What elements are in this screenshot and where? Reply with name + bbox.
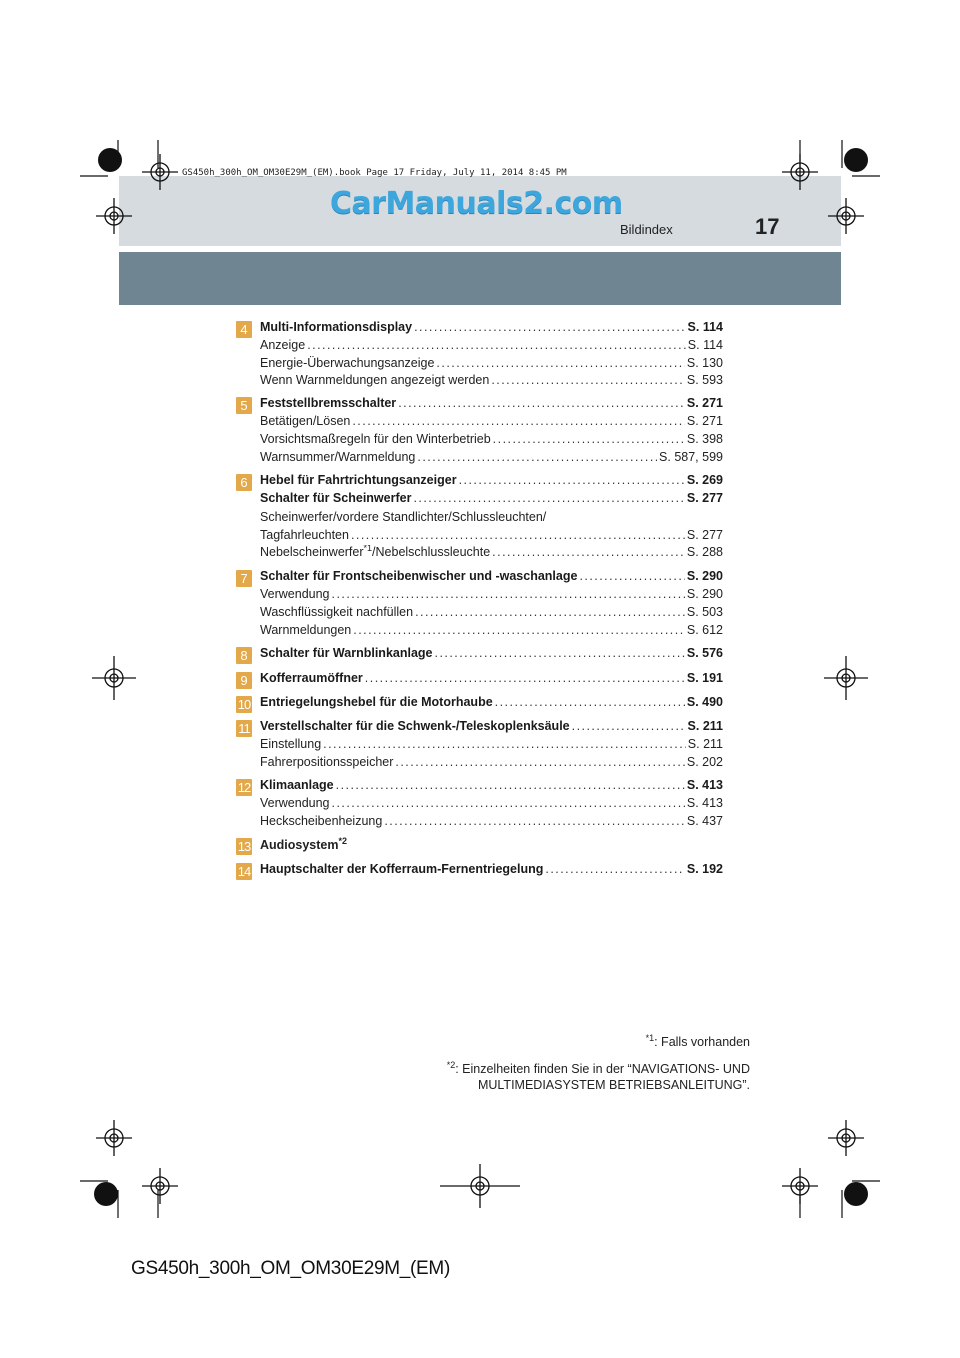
entry-label: Multi-Informationsdisplay: [260, 320, 413, 334]
index-entry[interactable]: Entriegelungshebel für die Motorhaube . . . S. 490: [260, 695, 723, 712]
index-entry[interactable]: Hebel für Fahrtrichtungsanzeiger . . . S. 269: [260, 473, 723, 490]
callout-badge: 13: [237, 839, 251, 854]
watermark-text: CarManuals2.com: [330, 186, 623, 221]
index-subentry[interactable]: Verwendung . . . S. 290: [260, 587, 723, 604]
index-subentry[interactable]: Anzeige . . . S. 114: [260, 338, 723, 355]
index-subentry[interactable]: Verwendung . . . S. 413: [260, 796, 723, 813]
index-subentry[interactable]: Fahrerpositionsspeicher . . . S. 202: [260, 755, 723, 772]
entry-page: S. 114: [687, 320, 723, 334]
index-entry[interactable]: Schalter für Warnblinkanlage . . . S. 576: [260, 646, 723, 663]
book-print-line: GS450h_300h_OM_OM30E29M_(EM).book Page 17 Friday, July 11, 2014 8:45 PM: [182, 168, 567, 178]
index-entry[interactable]: Verstellschalter für die Schwenk-/Teleskoplenksäule . . . S. 211: [260, 719, 723, 736]
section-title: Bildindex: [620, 222, 673, 237]
callout-badge: 11: [236, 720, 252, 737]
footnote-marker: *2: [338, 835, 348, 846]
index-entry[interactable]: Feststellbremsschalter . . . S. 271: [260, 396, 723, 413]
callout-badge: 9: [236, 672, 252, 689]
footnote-2-line1: $^{*2}$: Einzelheiten finden Sie in der “NAVIGATIONS- UND: [446, 1059, 750, 1076]
index-subentry[interactable]: Warnmeldungen . . . S. 612: [260, 623, 723, 640]
callout-badge: 8: [236, 647, 252, 664]
page-number: 17: [755, 214, 780, 239]
callout-badge: 7: [236, 570, 252, 587]
footnote-marker: *1: [363, 545, 373, 553]
index-entry[interactable]: Schalter für Frontscheibenwischer und -waschanlage . . . S. 290: [260, 569, 723, 586]
index-entry[interactable]: Audiosystem$^{*2}$: [260, 835, 348, 852]
callout-badge: 5: [236, 397, 252, 414]
index-entry[interactable]: Kofferraumöffner . . . S. 191: [260, 671, 723, 688]
index-subentry[interactable]: Vorsichtsmaßregeln für den Winterbetrieb . . . S. 398: [260, 432, 723, 449]
index-subentry[interactable]: Einstellung . . . S. 211: [260, 737, 723, 754]
callout-badge: 14: [237, 864, 251, 879]
header-dark-band: [119, 252, 841, 305]
footer-document-code: GS450h_300h_OM_OM30E29M_(EM): [131, 1258, 450, 1279]
subentry-continued-text: Scheinwerfer/vordere Standlichter/Schlussleuchten/: [260, 510, 547, 524]
index-entry[interactable]: Klimaanlage . . . S. 413: [260, 778, 723, 795]
index-subentry[interactable]: Heckscheibenheizung . . . S. 437: [260, 814, 723, 831]
index-entry[interactable]: Schalter für Scheinwerfer . . . S. 277: [260, 491, 723, 508]
index-subentry[interactable]: Wenn Warnmeldungen angezeigt werden . . . S. 593: [260, 373, 723, 390]
index-entry[interactable]: Hauptschalter der Kofferraum-Fernentriegelung . . . S. 192: [260, 862, 723, 879]
callout-badge: 10: [237, 697, 251, 712]
index-subentry[interactable]: Tagfahrleuchten . . . S. 277: [260, 528, 723, 545]
callout-badge: 4: [236, 321, 252, 338]
index-subentry[interactable]: Nebelscheinwerfer$^{*1}$/Nebelschlussleuchte . . . S. 288: [260, 545, 723, 562]
index-subentry[interactable]: Warnsummer/Warnmeldung . . . S. 587, 599: [260, 450, 723, 467]
footnote-1: $^{*1}$: Falls vorhanden: [645, 1032, 750, 1049]
index-subentry[interactable]: Energie-Überwachungsanzeige . . . S. 130: [260, 356, 723, 373]
callout-badge: 6: [236, 474, 252, 491]
index-subentry[interactable]: Betätigen/Lösen . . . S. 271: [260, 414, 723, 431]
footnote-2-line2: MULTIMEDIASYSTEM BETRIEBSANLEITUNG”.: [477, 1078, 750, 1092]
index-subentry[interactable]: Waschflüssigkeit nachfüllen . . . S. 503: [260, 605, 723, 622]
index-entry[interactable]: [260, 320, 723, 337]
callout-badge: 12: [237, 780, 251, 795]
